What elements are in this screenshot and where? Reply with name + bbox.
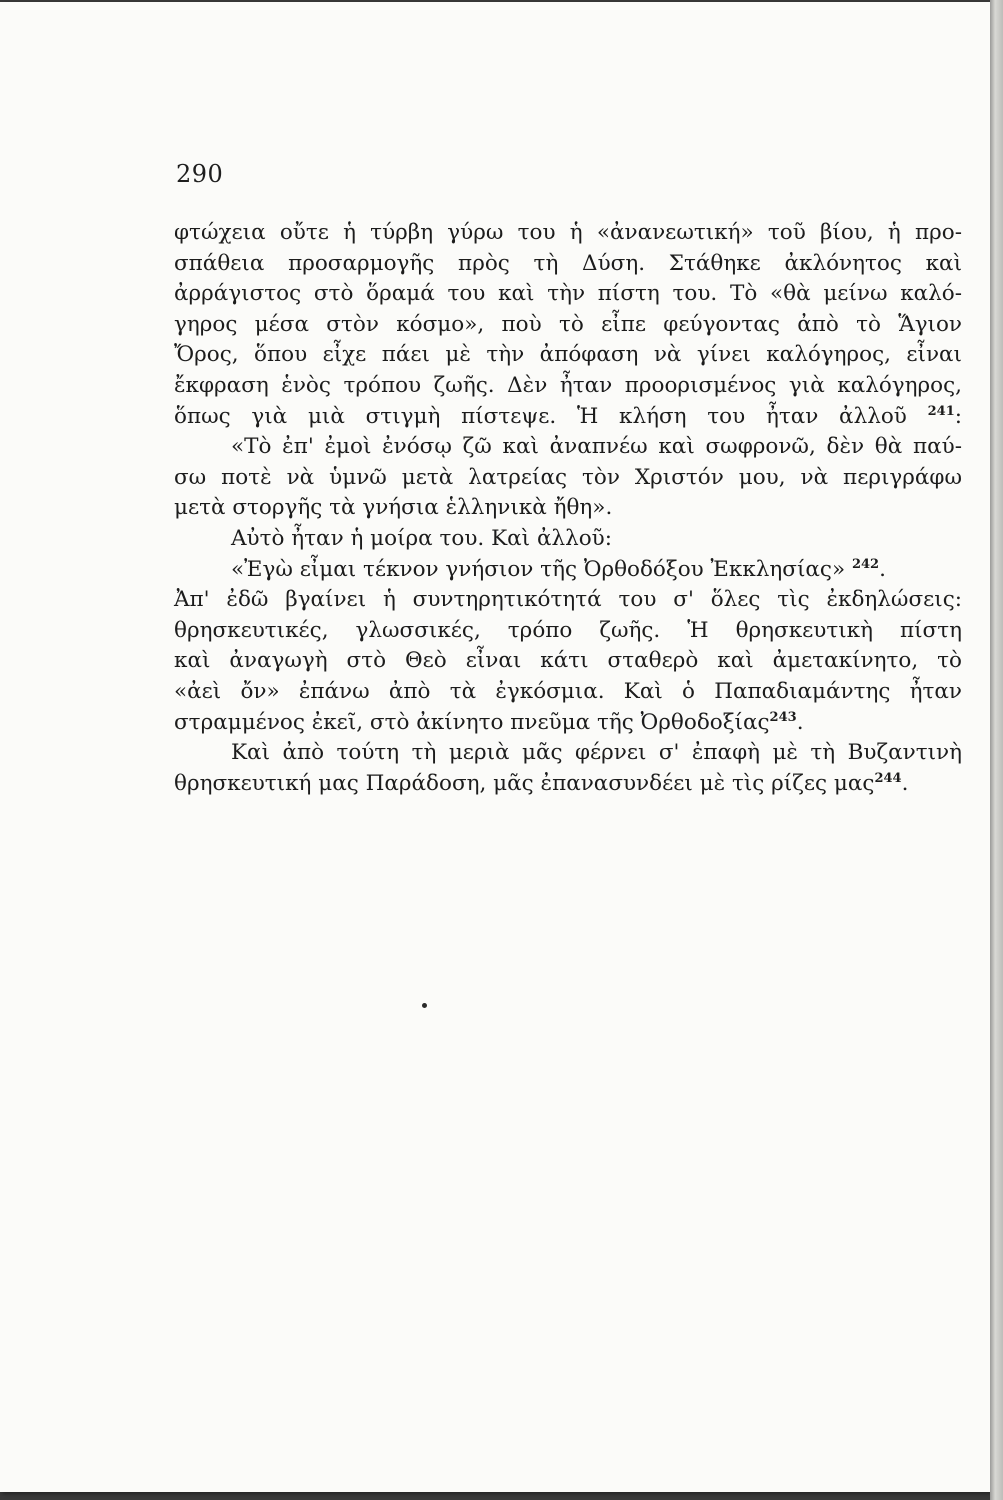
page-number: 290 [176, 160, 224, 188]
page-edge [990, 0, 1003, 1500]
footnote-ref-244: 244 [874, 770, 902, 786]
text-line: γηρος μέσα στὸν κόσμο», ποὺ τὸ εἶπε φεύγοντας ἀπὸ τὸ Ἅγιον [174, 311, 962, 337]
text-line: ἀρράγιστος στὸ ὅραμά του καὶ τὴν πίστη του. Τὸ «θὰ μείνω καλό- [174, 281, 962, 307]
quote-line: «Τὸ ἐπ' ἐμοὶ ἐνόσῳ ζῶ καὶ ἀναπνέω καὶ σωφρονῶ, δὲν θὰ παύ- [231, 434, 962, 460]
footnote-ref-241: 241 [927, 403, 955, 419]
text-line: ἔκφραση ἑνὸς τρόπου ζωῆς. Δὲν ἦταν προορισμένος γιὰ καλόγηρος, [174, 372, 962, 398]
text-line: Καὶ ἀπὸ τούτη τὴ μεριὰ μᾶς φέρνει σ' ἐπαφὴ μὲ τὴ Βυζαντινὴ [231, 740, 962, 766]
quote-line: μετὰ στοργῆς τὰ γνήσια ἑλληνικὰ ἤθη». [174, 495, 613, 521]
text-line: στραμμένος ἐκεῖ, στὸ ἀκίνητο πνεῦμα τῆς Ὀρθοδοξίας$^{243}$. [174, 709, 804, 735]
text-line: σπάθεια προσαρμογῆς πρὸς τὴ Δύση. Στάθηκε ἀκλόνητος καὶ [174, 250, 962, 276]
text-line: «ἀεὶ ὄν» ἐπάνω ἀπὸ τὰ ἐγκόσμια. Καὶ ὁ Παπαδιαμάντης ἦταν [174, 678, 962, 704]
text-line: Αὐτὸ ἦταν ἡ μοίρα του. Καὶ ἀλλοῦ: [231, 525, 612, 551]
text-line: Ὄρος, ὅπου εἶχε πάει μὲ τὴν ἀπόφαση νὰ γίνει καλόγηρος, εἶναι [174, 342, 962, 368]
footnote-ref-243: 243 [769, 709, 797, 725]
quote-line: «Ἐγὼ εἶμαι τέκνον γνήσιον τῆς Ὀρθοδόξου Ἐκκλησίας» $^{242}$. [231, 556, 886, 582]
footnote-ref-242: 242 [851, 556, 880, 572]
text-line: φτώχεια οὔτε ἡ τύρβη γύρω του ἡ «ἀνανεωτική» τοῦ βίου, ἡ προ- [174, 220, 962, 245]
quote-line: σω ποτὲ νὰ ὑμνῶ μετὰ λατρείας τὸν Χριστόν μου, νὰ περιγράφω [174, 464, 962, 490]
ink-dot [422, 1003, 427, 1008]
text-line: καὶ ἀναγωγὴ στὸ Θεὸ εἶναι κάτι σταθερὸ καὶ ἀμετακίνητο, τὸ [174, 648, 962, 674]
text-line: θρησκευτικές, γλωσσικές, τρόπο ζωῆς. Ἡ θρησκευτικὴ πίστη [174, 617, 962, 643]
text-line: Ἀπ' ἐδῶ βγαίνει ἡ συντηρητικότητά του σ' ὅλες τὶς ἐκδηλώσεις: [174, 587, 962, 613]
text-line: ὅπως γιὰ μιὰ στιγμὴ πίστεψε. Ἡ κλήση του ἦταν ἀλλοῦ $^{241}$: [174, 403, 962, 429]
text-line: θρησκευτική μας Παράδοση, μᾶς ἐπανασυνδέει μὲ τὶς ρίζες μας$^{244}$. [174, 770, 909, 796]
book-page [0, 2, 990, 1492]
body-text [174, 218, 962, 799]
